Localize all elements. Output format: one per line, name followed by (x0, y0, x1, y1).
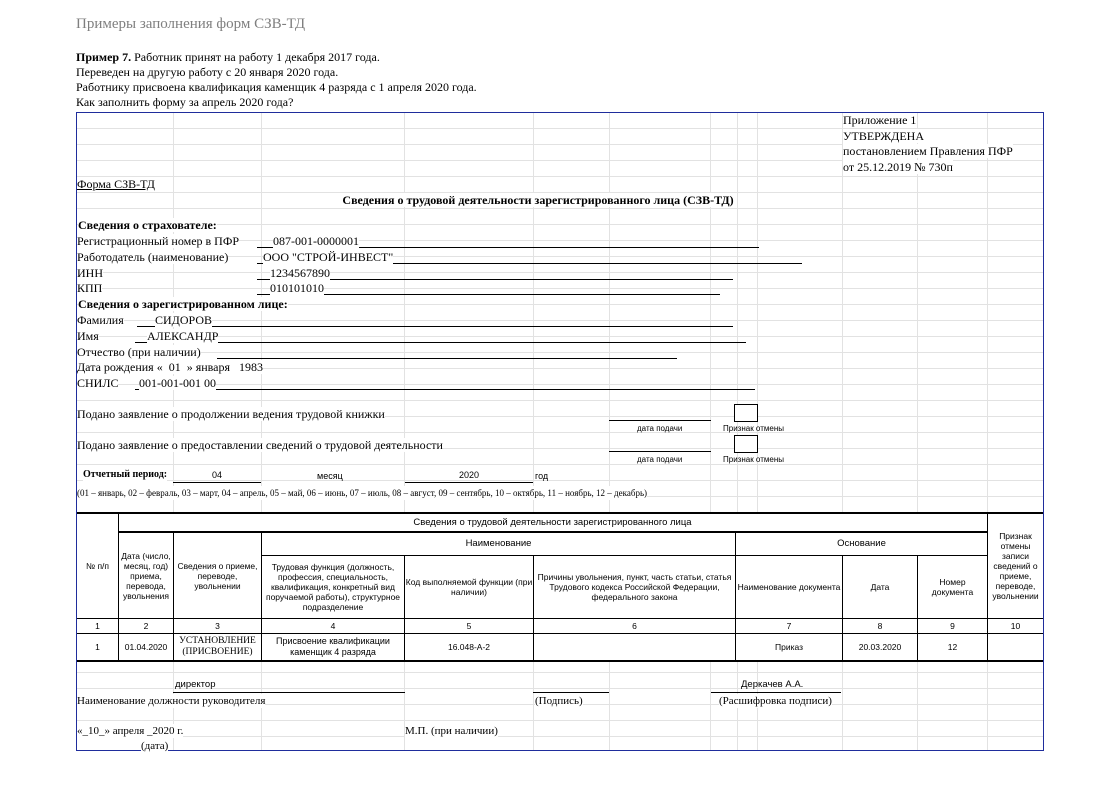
col-number: 8 (877, 620, 883, 631)
row-code: 16.048-А-2 (447, 641, 491, 652)
kpp-label: КПП (77, 281, 103, 295)
col-number: 1 (95, 620, 100, 631)
person-heading: Сведения о зарегистрированном лице: (78, 297, 288, 311)
form-heading: Сведения о трудовой деятельности зарегистрированного лица (СЗВ-ТД) (342, 193, 734, 207)
row-doc-date: 20.03.2020 (858, 641, 902, 652)
position-label: Наименование должности руководителя (77, 695, 266, 707)
example-label: Пример 7. (76, 50, 132, 64)
statement-2-date-label: дата подачи (637, 455, 683, 464)
statement-workbook: Подано заявление о продолжении ведения трудовой книжки (77, 407, 385, 421)
reg-number-value: 087-001-0000001 (273, 234, 359, 248)
statement-1-cancel-label: Признак отмены (723, 424, 784, 433)
date-label: (дата) (141, 740, 169, 752)
col-doc-date-header: Дата (870, 582, 890, 592)
year-word: год (535, 471, 549, 481)
name-value: АЛЕКСАНДР (147, 329, 219, 343)
row-cancel (988, 634, 1043, 660)
group-basis-header: Основание (837, 538, 886, 549)
example-line-1 (76, 50, 380, 65)
snils-line (135, 389, 755, 390)
col-number: 9 (950, 620, 955, 631)
col-number: 6 (632, 620, 637, 631)
name-label: Имя (77, 329, 99, 343)
surname-label: Фамилия (77, 313, 124, 327)
statement-1-date-line (609, 420, 711, 421)
row-function: Присвоение квалификации каменщик 4 разряда (276, 636, 390, 657)
col-doc-num-header: Номер документа (931, 577, 974, 597)
period-month-line (173, 482, 261, 483)
position-value: директор (175, 679, 216, 690)
patronymic-line (217, 358, 677, 359)
statement-1-date-label: дата подачи (637, 424, 683, 433)
period-label: Отчетный период: (83, 469, 168, 480)
resolution-date: от 25.12.2019 № 730п (843, 160, 953, 174)
col-code-header: Код выполняемой функции (при наличии) (405, 577, 533, 597)
statement-2-date-line (609, 451, 711, 452)
decoding-line (711, 692, 841, 693)
statement-1-cancel-box[interactable] (734, 404, 758, 422)
decoding-value: Деркачев А.А. (741, 679, 804, 690)
col-function-header: Трудовая функция (должность, профессия, специальность, квалификация, конкретный вид поручаемой работы), структурное подразделение (265, 562, 401, 612)
stamp-label: М.П. (при наличии) (405, 725, 498, 737)
surname-line (137, 326, 733, 327)
statement-info: Подано заявление о предоставлении сведений о трудовой деятельности (77, 438, 443, 452)
col-doc-header: Наименование документа (737, 582, 841, 592)
example-text-1: Работник принят на работу 1 декабря 2017 года. (131, 50, 380, 64)
col-number: 3 (215, 620, 220, 631)
kpp-value: 010101010 (270, 281, 324, 295)
sign-line (533, 692, 609, 693)
statement-2-cancel-label: Признак отмены (723, 455, 784, 464)
reg-number-label: Регистрационный номер в ПФР (77, 234, 239, 248)
col-number: 10 (1010, 620, 1021, 631)
col-num-header: № п/п (85, 561, 110, 571)
inn-value: 1234567890 (270, 266, 330, 280)
snils-label: СНИЛС (77, 376, 119, 390)
col-info-header: Сведения о приеме, переводе, увольнении (177, 560, 258, 591)
period-year: 2020 (458, 470, 480, 480)
col-number: 7 (786, 620, 792, 631)
example-line-2: Переведен на другую работу с 20 января 2020 года. (76, 65, 339, 79)
birth-date: Дата рождения « 01 » января 1983 (77, 360, 264, 374)
col-cancel-header: Признак отмены записи сведений о приеме, переводе, увольнении (992, 531, 1039, 601)
table-caption: Сведения о трудовой деятельности зарегистрированного лица (413, 516, 692, 528)
name-line (135, 342, 746, 343)
activity-table (77, 512, 1043, 661)
appendix-label: Приложение 1 (843, 113, 917, 127)
sign-label: (Подпись) (535, 695, 583, 707)
period-month: 04 (211, 470, 222, 480)
row-num: 1 (95, 641, 100, 652)
row-doc-num: 12 (947, 641, 958, 652)
page-title: Примеры заполнения форм СЗВ-ТД (76, 16, 306, 32)
approved-label: УТВЕРЖДЕНА (843, 129, 925, 143)
row-date: 01.04.2020 (124, 641, 168, 652)
col-date-header: Дата (число, месяц, год) приема, перевода, увольнения (121, 550, 171, 601)
col-number: 4 (330, 620, 336, 631)
decoding-label: (Расшифровка подписи) (719, 695, 832, 707)
col-number: 5 (466, 620, 472, 631)
month-word: месяц (317, 471, 343, 481)
resolution-label: постановлением Правления ПФР (843, 144, 1013, 158)
employer-value: ООО "СТРОЙ-ИНВЕСТ" (263, 250, 394, 264)
row-reason (534, 634, 735, 660)
signing-date: «_10_» апреля _2020 г. (77, 725, 184, 737)
row-info: УСТАНОВЛЕНИЕ (ПРИСВОЕНИЕ) (179, 636, 256, 657)
example-line-4: Как заполнить форму за апрель 2020 года? (76, 95, 294, 109)
row-doc: Приказ (774, 641, 804, 652)
employer-label: Работодатель (наименование) (77, 250, 229, 264)
example-line-3: Работнику присвоена квалификация каменщик 4 разряда с 1 апреля 2020 года. (76, 80, 477, 94)
kpp-line (257, 294, 720, 295)
period-year-line (405, 482, 533, 483)
statement-2-cancel-box[interactable] (734, 435, 758, 453)
months-note: (01 – январь, 02 – февраль, 03 – март, 04 – апрель, 05 – май, 06 – июнь, 07 – июль, 08 – август, 09 – сентябрь, 10 – октябрь, 11 – ноябрь, 12 – декабрь) (77, 488, 648, 498)
form-name: Форма СЗВ-ТД (77, 177, 155, 191)
col-reason-header: Причины увольнения, пункт, часть статьи, статья Трудового кодекса Российской Федерации, федерального закона (537, 572, 732, 602)
form-sheet (76, 112, 1044, 751)
group-name-header: Наименование (465, 538, 532, 549)
surname-value: СИДОРОВ (155, 313, 213, 327)
insurer-heading: Сведения о страхователе: (78, 218, 217, 232)
inn-label: ИНН (77, 266, 103, 280)
patronymic-label: Отчество (при наличии) (77, 345, 201, 359)
col-number: 2 (143, 620, 149, 631)
snils-value: 001-001-001 00 (139, 376, 216, 390)
position-line (173, 692, 405, 693)
